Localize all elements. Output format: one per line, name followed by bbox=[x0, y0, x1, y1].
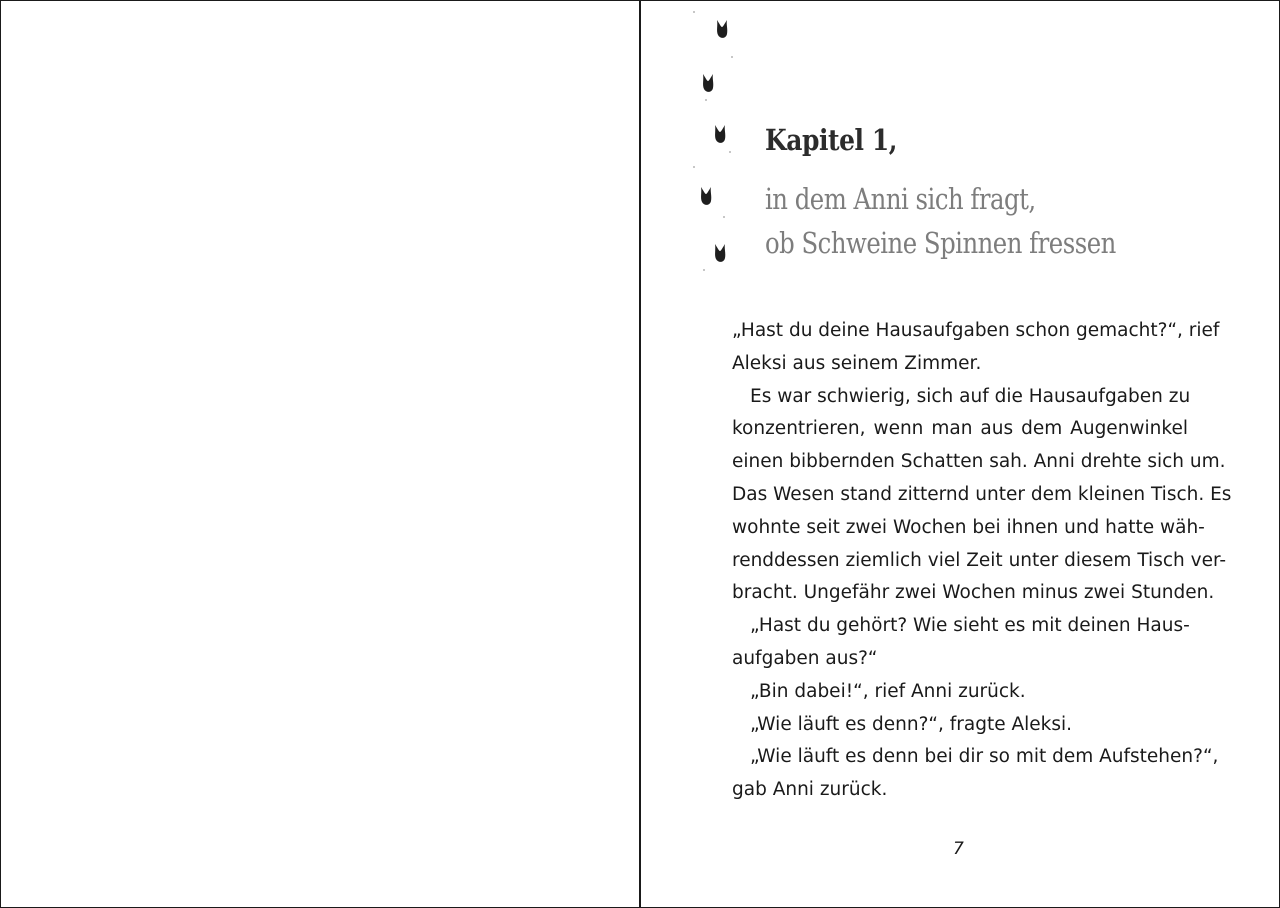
ink-speckle bbox=[705, 99, 707, 101]
footprint-icon bbox=[713, 243, 727, 263]
text-line: konzentrieren, wenn man aus dem Augenwinkel bbox=[732, 418, 1188, 440]
chapter-subtitle-line: ob Schweine Spinnen fressen bbox=[765, 226, 1116, 260]
text-line: „Wie läuft es denn?“, fragte Aleksi. bbox=[750, 713, 1073, 735]
footprint-icon bbox=[713, 124, 727, 144]
text-line: Das Wesen stand zitternd unter dem kleinen Tisch. Es bbox=[732, 483, 1232, 505]
text-line: einen bibbernden Schatten sah. Anni drehte sich um. bbox=[732, 451, 1226, 473]
ink-speckle bbox=[729, 151, 731, 153]
text-line: wohnte seit zwei Wochen bei ihnen und hatte wäh- bbox=[732, 516, 1205, 538]
left-page-blank bbox=[1, 1, 641, 907]
text-line: Aleksi aus seinem Zimmer. bbox=[732, 352, 982, 374]
chapter-subtitle bbox=[765, 177, 1116, 265]
page-number: 7 bbox=[953, 839, 964, 859]
chapter-body-text bbox=[732, 315, 1232, 807]
chapter-label: Kapitel 1, bbox=[765, 123, 898, 157]
footprint-icon bbox=[715, 19, 729, 39]
text-line: „Bin dabei!“, rief Anni zurück. bbox=[750, 680, 1026, 702]
ink-speckle bbox=[723, 216, 725, 218]
chapter-subtitle-line: in dem Anni sich fragt, bbox=[765, 182, 1036, 216]
ink-speckle bbox=[703, 269, 705, 271]
ink-speckle bbox=[731, 56, 733, 58]
right-page bbox=[643, 1, 1279, 907]
text-line: Es war schwierig, sich auf die Hausaufgaben zu bbox=[750, 385, 1191, 407]
ink-speckle bbox=[693, 11, 695, 13]
footprint-icon bbox=[699, 186, 713, 206]
text-line: „Hast du deine Hausaufgaben schon gemacht?“, rief bbox=[732, 320, 1220, 341]
text-line: bracht. Ungefähr zwei Wochen minus zwei Stunden. bbox=[732, 582, 1215, 604]
text-line: aufgaben aus?“ bbox=[732, 647, 878, 669]
text-line: „Wie läuft es denn bei dir so mit dem Aufstehen?“, bbox=[750, 746, 1219, 768]
ink-speckle bbox=[693, 166, 695, 168]
text-line: renddessen ziemlich viel Zeit unter diesem Tisch ver- bbox=[732, 549, 1227, 571]
footprint-icon bbox=[701, 73, 715, 93]
text-line: „Hast du gehört? Wie sieht es mit deinen Haus- bbox=[750, 615, 1190, 637]
text-line: gab Anni zurück. bbox=[732, 779, 888, 801]
